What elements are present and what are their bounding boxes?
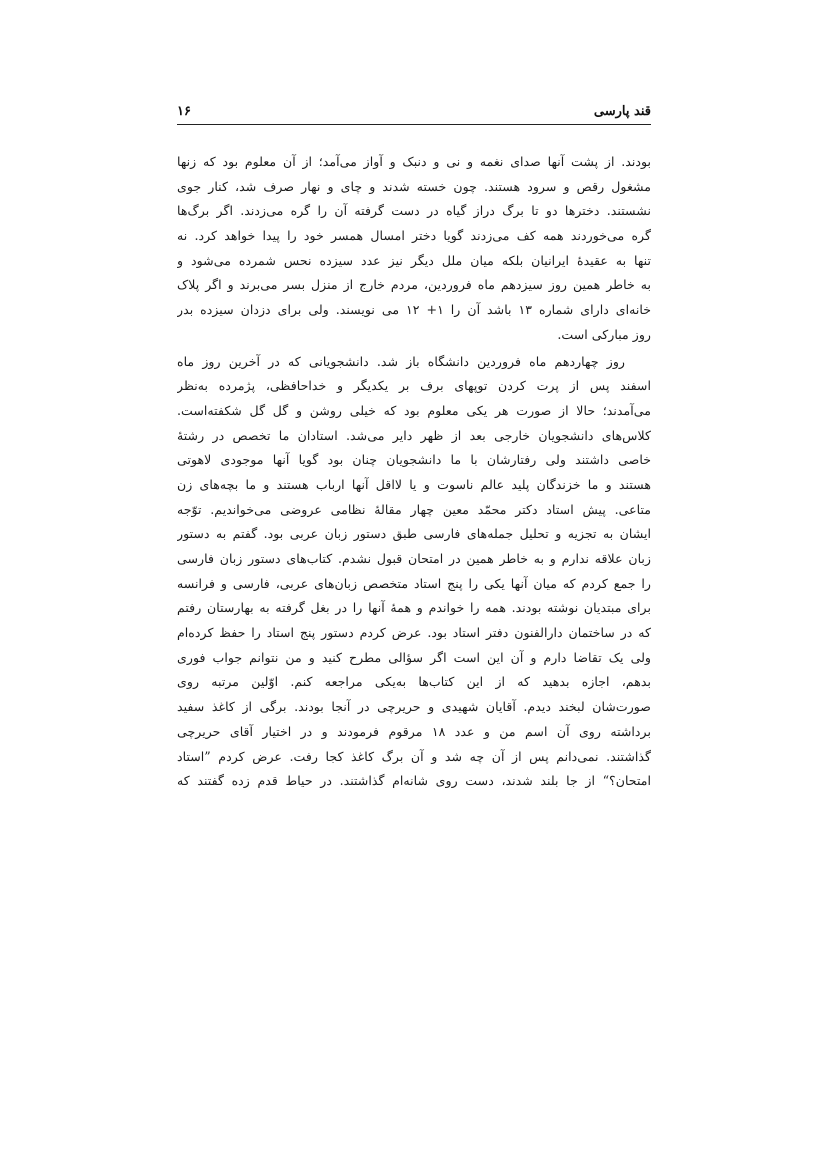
text-line: گذاشتند. نمی‌دانم پس از آن چه شد و آن برگ کاغذ کجا رفت. عرض کردم ”استاد bbox=[177, 748, 651, 764]
paragraph-2 bbox=[177, 350, 651, 794]
text-line: اسفند پس از پرت کردن توپهای برف بر یکدیگر و خداحافظی، پژمرده به‌نظر bbox=[177, 378, 651, 394]
paragraph-1 bbox=[177, 150, 651, 348]
text-line: زبان علاقه ندارم و به خاطر همین در امتحان قبول نشدم. کتاب‌های دستور زبان فارسی bbox=[177, 551, 651, 566]
text-line: ولی یک تقاضا دارم و آن این است اگر سؤالی مطرح کنید و من نتوانم جواب فوری bbox=[177, 649, 651, 665]
header-rule bbox=[177, 124, 651, 125]
text-line: هستند و ما خزندگان پلید عالم ناسوت و یا لااقل آنها ارباب هستند و ما بچه‌های زن bbox=[177, 476, 651, 492]
text-line: نشستند. دخترها دو تا برگ دراز گیاه در دست گرفته آن را گره می‌زدند. اگر برگ‌ها bbox=[177, 203, 651, 219]
text-line: برای مبتدیان نوشته بودند. همه را خواندم و همهٔ آنها را در بغل گرفته به بهارستان رفتم bbox=[177, 600, 651, 616]
text-line: مشغول رقص و سرود هستند. چون خسته شدند و چای و نهار صرف شد، کنار جوی bbox=[177, 178, 651, 194]
text-line: تنها به عقیدهٔ ایرانیان بلکه میان ملل دیگر نیز عدد سیزده نحس شمرده می‌شود و bbox=[177, 252, 651, 268]
text-line: می‌آمدند؛ حالا از صورت هر یکی معلوم بود که خیلی روشن و گل گل شکفته‌است. bbox=[177, 402, 651, 418]
page-header bbox=[177, 104, 651, 124]
text-line: بودند. از پشت آنها صدای نغمه و نی و دنبک و آواز می‌آمد؛ از آن معلوم بود که زنها bbox=[177, 154, 651, 169]
text-line: متاعی. پیش استاد دکتر محمّد معین چهار مقالهٔ نظامی عروضی می‌خواندیم. توّجه bbox=[177, 501, 651, 517]
text-line: خاصی داشتند ولی رفتارشان با ما دانشجویان چنان بود گویا آنها موجودی لاهوتی bbox=[177, 452, 651, 468]
running-title: قند پارسی bbox=[593, 104, 651, 119]
text-line: گره می‌خوردند همه کف می‌زدند گویا دختر امسال همسر خود را پیدا خواهد کرد. نه bbox=[177, 228, 651, 244]
body-text bbox=[177, 150, 651, 794]
text-line: صورت‌شان لبخند دیدم. آقایان شهیدی و حریرچی در آنجا بودند. برگی از کاغذ سفید bbox=[177, 699, 651, 715]
text-line: ایشان به تجزیه و تحلیل جمله‌های فارسی طبق دستور زبان عربی بود. گفتم به دستور bbox=[177, 526, 651, 542]
text-line: بدهم، اجازه بدهید که از این کتاب‌ها به‌یکی مراجعه کنم. اوّلین مرتبه روی bbox=[177, 674, 651, 690]
text-line: برداشته روی آن اسم من و عدد ۱۸ مرقوم فرمودند و در اختیار آقای حریرچی bbox=[177, 723, 651, 739]
text-line: روز مبارکی است. bbox=[557, 326, 651, 342]
text-line: که در ساختمان دارالفنون دفتر استاد بود. عرض کردم دستور پنج استاد را حفظ کرده‌ام bbox=[177, 625, 651, 641]
page-number: ۱۶ bbox=[177, 104, 191, 119]
text-line: روز چهاردهم ماه فروردین دانشگاه باز شد. دانشجویانی که در آخرین روز ماه bbox=[177, 353, 625, 369]
text-line: خانه‌ای دارای شماره ۱۳ باشد آن را ۱+ ۱۲ می نویسند. ولی برای دزدان سیزده بدر bbox=[177, 302, 651, 318]
text-line: امتحان؟“ از جا بلند شدند، دست روی شانه‌ام گذاشتند. در حیاط قدم زده گفتند که bbox=[177, 773, 651, 789]
text-line: را جمع کردم که میان آنها یکی را پنج استاد متخصص زبان‌های عربی، فارسی و فرانسه bbox=[177, 575, 651, 591]
text-line: کلاس‌های دانشجویان خارجی بعد از ظهر دایر می‌شد. استادان ما تخصص در رشتهٔ bbox=[177, 427, 651, 443]
text-line: به خاطر همین روز سیزدهم ماه فروردین، مردم خارج از منزل بسر می‌برند و اگر پلاک bbox=[177, 277, 651, 293]
